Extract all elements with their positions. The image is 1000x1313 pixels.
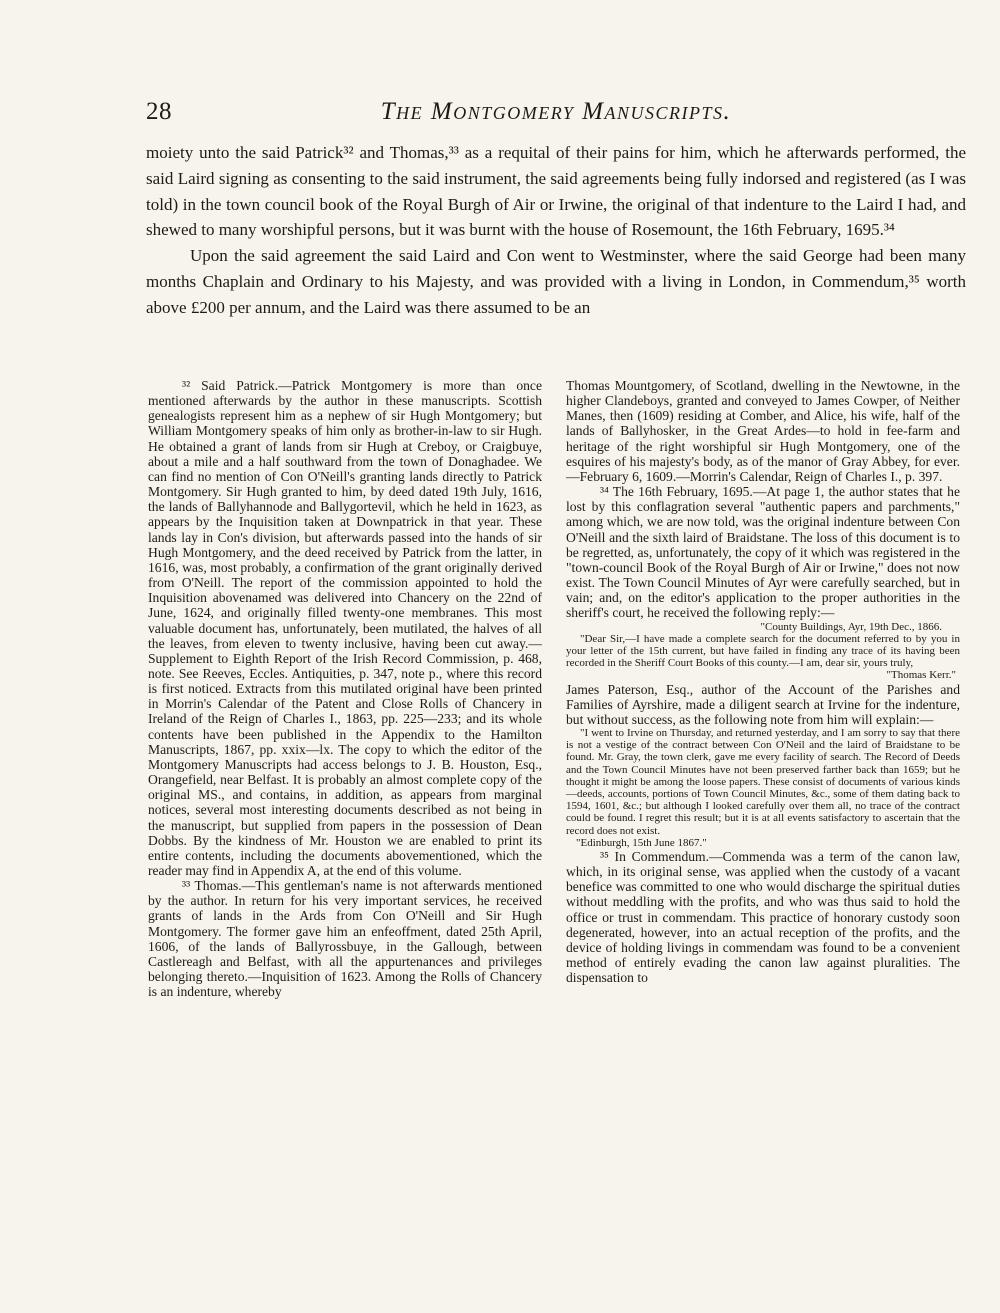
page-header	[146, 98, 966, 132]
letter-date: "County Buildings, Ayr, 19th Dec., 1866.	[760, 620, 942, 633]
footnote-34-continued: James Paterson, Esq., author of the Account of the Parishes and Families of Ayrshire, made a diligent search at Irvine for the indenture, but without success, as the following note from him will explain:—	[566, 681, 960, 727]
quoted-note-date: "Edinburgh, 15th June 1867."	[576, 836, 707, 849]
footnotes-right-column	[566, 378, 960, 985]
footnote-35: ³⁵ In Commendum.—Commenda was a term of the canon law, which, in its original sense, was applied when the custody of a vacant benefice was committed to one who would discharge the spiritual duties without meddling with the profits, and who was thus said to hold the office or trust in commendam. This practice of honorary custody soon degenerated, however, into an actual reception of the profits, and the device of holding livings in commendam was found to be a convenient method of entirely evading the canon law against pluralities. The dispensation to	[566, 849, 960, 986]
letter-signature: "Thomas Kerr."	[886, 669, 956, 682]
page-number: 28	[146, 98, 172, 125]
quoted-note-body: "I went to Irvine on Thursday, and returned yesterday, and I am sorry to say that there is not a vestige of the contract between Con O'Neil and the laird of Braidstane to be found. Mr. Gray, the town clerk, gave me every facility of search. The Record of Deeds and the Town Council Minutes have not been preserved farther back than 1659; but he thought it might be among the loose papers. These consist of documents of various kinds—deeds, accounts, portions of Town Council Minutes, &c., some of them dating back to 1594, 1601, &c.; but although I looked carefully over them all, no trace of the contract could be found. I regret this result; but it is at all events satisfactory to ascertain that the record does not exist.	[566, 726, 960, 837]
letter-body: "Dear Sir,—I have made a complete search for the document referred to by you in your letter of the 15th current, but have failed in finding any trace of its having been recorded in the Sheriff Court Books of this county.—I am, dear sir, yours truly,	[566, 632, 960, 670]
footnote-32: ³² Said Patrick.—Patrick Montgomery is more than once mentioned afterwards by the author in these manuscripts. Scottish genealogists represent him as a nephew of sir Hugh Montgomery; but William Montgomery speaks of him only as brother-in-law to sir Hugh. He obtained a grant of lands from sir Hugh at Creboy, or Craigbuye, about a mile and a half southward from the town of Donaghadee. We can find no mention of Con O'Neill's granting lands directly to Patrick Montgomery. Sir Hugh granted to him, by deed dated 19th July, 1616, the lands of Ballyhannode and Ballygortevil, which he held in 1623, as appears by the Inquisition taken at Downpatrick in that year. These lands lay in Con's division, but afterwards passed into the hands of sir Hugh Montgomery, and the deed received by Patrick from the latter, in 1616, was, most probably, a confirmation of the grant originally derived from O'Neill. The report of the commission appointed to hold the Inquisition abovenamed was delivered into Chancery on the 22nd of June, 1624, and originally filled twenty-one membranes. This most valuable document has, unfortunately, been mutilated, the halves of all the leaves, from eleven to twenty inclusive, having been cut away.—Supplement to Eighth Report of the Irish Record Commission, p. 468, note. See Reeves, Eccles. Antiquities, p. 347, note p., where this record is first noticed. Extracts from this mutilated original have been printed in Morrin's Calendar of the Patent and Close Rolls of Chancery in Ireland of the Reign of Charles I., 1863, pp. 225—233; and its whole contents have been published in the Appendix to the Hamilton Manuscripts, 1867, pp. xxix—lx. The copy to which the editor of the Montgomery Manuscripts had access belongs to J. B. Houston, Esq., Orangefield, near Belfast. It is probably an almost complete copy of the original MS., and contains, in addition, as appears from marginal notices, several most interesting documents described as not being in the manuscript, but supplied from papers in the possession of Dean Dobbs. By the kindness of Mr. Houston we are enabled to print its entire contents, including the documents abovementioned, which the reader may find in Appendix A, at the end of this volume.	[148, 378, 542, 878]
footnotes-left-column	[148, 378, 542, 999]
footnote-33: ³³ Thomas.—This gentleman's name is not afterwards mentioned by the author. In return for his very important services, he received grants of lands in the Ards from Con O'Neill and Sir Hugh Montgomery. The former gave him an enfeoffment, dated 25th April, 1606, of the lands of Ballyrossbuye, in the Gallough, between Castlereagh and Belfast, with all the appurtenances and privileges belonging thereto.—Inquisition of 1623. Among the Rolls of Chancery is an indenture, whereby	[148, 878, 542, 1000]
main-paragraph-2: Upon the said agreement the said Laird and Con went to Westminster, where the said George had been many months Chaplain and Ordinary to his Majesty, and was provided with a living in London, in Commendum,³⁵ worth above £200 per annum, and the Laird was there assumed to be an	[146, 246, 966, 317]
main-paragraph-1: moiety unto the said Patrick³² and Thomas,³³ as a requital of their pains for him, which he afterwards performed, the said Laird signing as consenting to the said instrument, the said agreements being fully indorsed and registered (as I was told) in the town council book of the Royal Burgh of Air or Irwine, the original of that indenture to the Laird I had, and shewed to many worshipful persons, but it was burnt with the house of Rosemount, the 16th February, 1695.³⁴	[146, 143, 966, 240]
main-text	[146, 140, 966, 321]
footnote-34: ³⁴ The 16th February, 1695.—At page 1, the author states that he lost by this conflagration several "authentic papers and parchments," among which, we are now told, was the original indenture between Con O'Neill and the sixth laird of Braidstane. The loss of this document is to be regretted, as, unfortunately, the copy of it which was registered in the "town-council Book of the Royal Burgh of Air or Irwine," does not now exist. The Town Council Minutes of Ayr were carefully searched, but in vain; and, on the editor's application to the proper authorities in the sheriff's court, he received the following reply:—	[566, 484, 960, 621]
running-title: The Montgomery Manuscripts.	[380, 98, 732, 125]
footnote-33-continued: Thomas Mountgomery, of Scotland, dwelling in the Newtowne, in the higher Clandeboys, granted and conveyed to James Cowper, of Neither Manes, then (1609) residing at Comber, and Alice, his wife, half of the lands of Ballyhosker, in the Great Ardes—to hold in fee-farm and heritage of the right worshipful sir Hugh Montgomery, one of the esquires of his majesty's body, as of the manor of Gray Abbey, for ever.—February 6, 1609.—Morrin's Calendar, Reign of Charles I., p. 397.	[566, 378, 960, 484]
